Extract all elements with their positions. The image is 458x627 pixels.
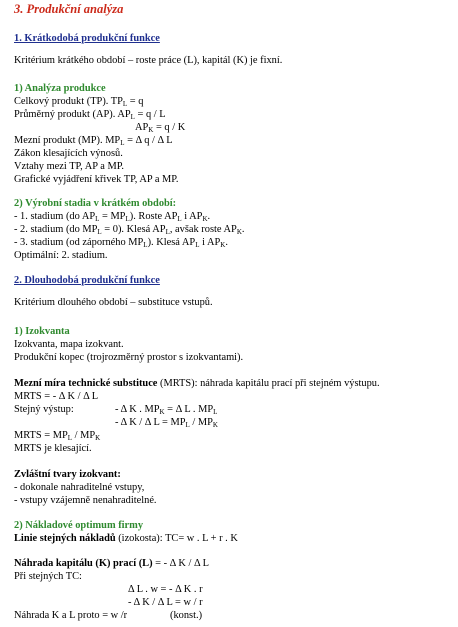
graf-line: Grafické vyjádření křivek TP, AP a MP. bbox=[14, 174, 179, 185]
zakon-line: Zákon klesajících výnosů. bbox=[14, 148, 123, 159]
izokvanta-title: 1) Izokvanta bbox=[14, 326, 70, 337]
zvlastni-tvary-title: Zvláštní tvary izokvant: bbox=[14, 469, 121, 480]
stadium-1: - 1. stadium (do $AP_L = MP_L$). Roste $AP_L$ i $AP_K$. bbox=[14, 211, 211, 223]
izokvanta-line-2: Produkční kopec (trojrozměrný prostor s izokvantami). bbox=[14, 352, 244, 363]
mp-line: Mezní produkt (MP). $MP_L = \Delta$ q / Δ L bbox=[14, 135, 173, 147]
vztahy-line: Vztahy mezi TP, AP a MP. bbox=[14, 161, 124, 172]
tc-equation-1: Δ L . w = - Δ K . r bbox=[128, 584, 203, 595]
nahrada-konst: Náhrada K a L proto = w /r bbox=[14, 610, 128, 621]
optimal-line: Optimální: 2. stadium. bbox=[14, 250, 108, 261]
stejny-vystup-label: Stejný výstup: bbox=[14, 404, 74, 415]
tc-equation-2: - Δ K / Δ L = w / r bbox=[128, 597, 203, 608]
section-1-title: 1. Krátkodobá produkční funkce bbox=[14, 33, 160, 44]
stejny-vystup-eq-2: - Δ K / Δ $L = MP_L / MP_K$ bbox=[115, 417, 218, 429]
izokvanta-line-1: Izokvanta, mapa izokvant. bbox=[14, 339, 124, 350]
ap-line: Průměrný produkt (AP). $AP_L = q / L$ bbox=[14, 109, 166, 121]
stadia-title: 2) Výrobní stadia v krátkém období: bbox=[14, 198, 177, 209]
apk-line: $AP_K = q / K$ bbox=[135, 122, 186, 134]
mrts-ratio: MRTS = $MP_L / MP_K$ bbox=[14, 430, 101, 442]
doc-title: 3. Produkční analýza bbox=[14, 2, 124, 16]
section-2-criterion: Kritérium dlouhého období – substituce vstupů. bbox=[14, 297, 213, 308]
mrts-equation: MRTS = - Δ K / Δ L bbox=[14, 391, 99, 402]
stadium-3: - 3. stadium (od záporného $MP_L$). Klesá $AP_L$ i $AP_K$. bbox=[14, 237, 228, 249]
mrts-klesajici: MRTS je klesající. bbox=[14, 443, 92, 454]
analyza-title: 1) Analýza produkce bbox=[14, 83, 106, 94]
tp-line: Celkový produkt (TP). $TP_L = q$ bbox=[14, 96, 144, 108]
zvlastni-tvary-1: - dokonale nahraditelné vstupy, bbox=[14, 482, 145, 493]
section-2-title: 2. Dlouhodobá produkční funkce bbox=[14, 275, 160, 286]
nahrada-line: Náhrada kapitálu (K) prací (L) = - Δ K / Δ L bbox=[14, 558, 210, 569]
pri-stejnych-tc: Při stejných TC: bbox=[14, 571, 82, 582]
nahrada-konst-note: (konst.) bbox=[170, 610, 203, 621]
zvlastni-tvary-2: - vstupy vzájemně nenahraditelné. bbox=[14, 495, 157, 506]
section-1-criterion: Kritérium krátkého období – roste práce (L), kapitál (K) je fixní. bbox=[14, 55, 283, 66]
stejny-vystup-eq-1: - Δ K . $MP_K = \Delta$ L . $MP_L$ bbox=[115, 404, 218, 416]
nakladove-optimum-title: 2) Nákladové optimum firmy bbox=[14, 520, 144, 531]
izokosta-line: Linie stejných nákladů (izokosta): TC= w . L + r . K bbox=[14, 533, 238, 544]
mrts-definition: Mezní míra technické substituce (MRTS): náhrada kapitálu prací při stejném výstupu. bbox=[14, 378, 380, 389]
stadium-2: - 2. stadium (do $MP_L = 0$). Klesá $AP_L$, avšak roste $AP_K$. bbox=[14, 224, 245, 236]
